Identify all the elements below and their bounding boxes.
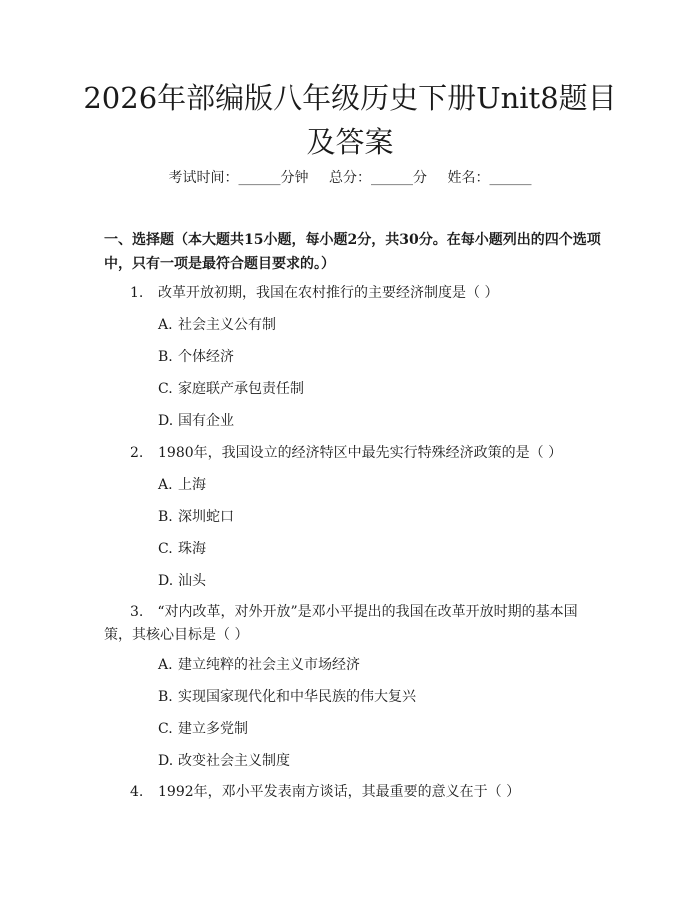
question-4 [130, 781, 590, 803]
option-2c: C. 珠海 [158, 541, 206, 557]
student-name: 姓名：______ [447, 170, 532, 186]
section-title: 一、选择题（本大题共15小题，每小题2分，共30分。在每小题列出的四个选项中，只有一项是最符合题目要求的。） [104, 232, 601, 272]
option-3a: A. 建立纯粹的社会主义市场经济 [158, 657, 360, 673]
question-number: 3. [130, 604, 144, 620]
option-2d: D. 汕头 [158, 573, 206, 589]
exam-time: 考试时间：______分钟 [168, 170, 309, 186]
question-text: 3. “对内改革，对外开放”是邓小平提出的我国在改革开放时期的基本国策，其核心目标是（ ） [104, 604, 578, 643]
document-title: 2026年部编版八年级历史下册Unit8题目及答案 [83, 81, 617, 159]
option-2a: A. 上海 [158, 477, 206, 493]
question-number: 1. [130, 285, 144, 301]
question-3 [104, 601, 594, 647]
question-text: 1980年，我国设立的经济特区中最先实行特殊经济政策的是（ ） [158, 445, 563, 461]
question-number: 4. [130, 784, 144, 800]
option-1c: C. 家庭联产承包责任制 [158, 381, 304, 397]
question-2 [130, 442, 590, 464]
total-score: 总分：______分 [329, 170, 427, 186]
question-text: 1992年，邓小平发表南方谈话，其最重要的意义在于（ ） [158, 784, 521, 800]
option-1a: A. 社会主义公有制 [158, 317, 276, 333]
question-text: 改革开放初期，我国在农村推行的主要经济制度是（ ） [158, 285, 499, 301]
option-3d: D. 改变社会主义制度 [158, 753, 290, 769]
question-number: 2. [130, 445, 144, 461]
option-2b: B. 深圳蛇口 [158, 509, 234, 525]
question-1 [130, 282, 590, 304]
option-1b: B. 个体经济 [158, 349, 234, 365]
exam-meta [0, 168, 700, 188]
option-1d: D. 国有企业 [158, 413, 234, 429]
option-3b: B. 实现国家现代化和中华民族的伟大复兴 [158, 689, 416, 705]
option-3c: C. 建立多党制 [158, 721, 248, 737]
